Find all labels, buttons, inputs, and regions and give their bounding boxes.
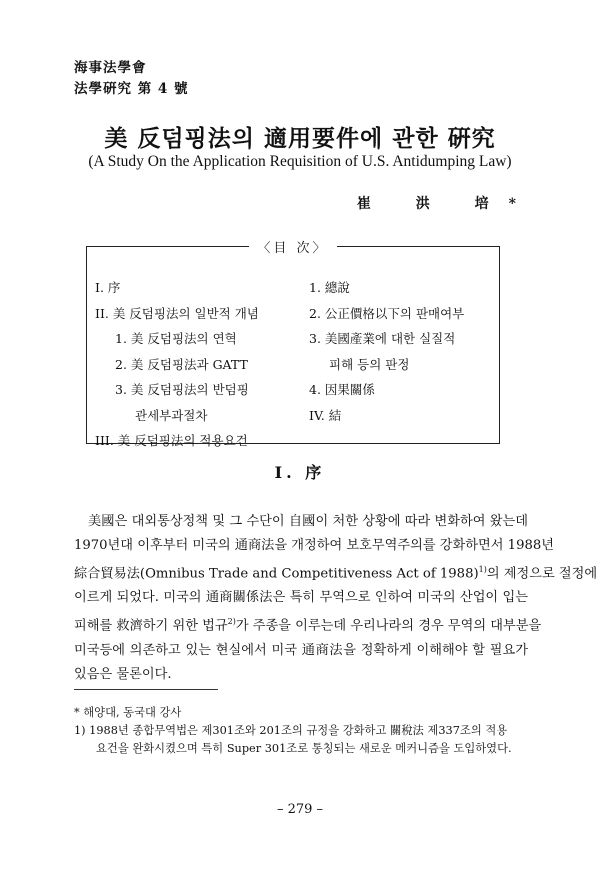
table-of-contents — [86, 241, 500, 448]
body-line: 미국등에 의존하고 있는 현실에서 미국 通商法을 정확하게 이해해야 할 필요가 — [74, 642, 528, 658]
body-line: 美國은 대외통상정책 및 그 수단이 自國이 처한 상황에 따라 변화하여 왔는데 — [88, 514, 528, 529]
toc-item: III. 美 反덤핑法의 적용요건 — [95, 433, 248, 448]
toc-item: 관세부과절차 — [135, 407, 208, 423]
toc-item: I. 序 — [95, 280, 121, 295]
journal-issue: 法學硏究 第 4 號 — [74, 81, 189, 97]
toc-left-column — [95, 275, 259, 454]
toc-item: 2. 美 反덤핑法과 GATT — [115, 356, 248, 372]
toc-item: 3. 美 反덤핑法의 반덤핑 — [115, 382, 249, 397]
section-heading: I. 序 — [274, 463, 326, 482]
footnote-divider — [74, 689, 218, 690]
title-english: (A Study On the Application Requisition of U.S. Antidumping Law) — [88, 153, 512, 170]
toc-item: 2. 公正價格以下의 판매여부 — [309, 305, 465, 321]
journal-name: 海事法學會 — [74, 60, 147, 76]
toc-heading: 〈目 次〉 — [249, 241, 336, 256]
body-line: 있음은 물론이다. — [74, 666, 172, 682]
footnotes — [74, 704, 530, 758]
toc-item: 피해 등의 판정 — [329, 356, 410, 372]
body-line: 이르게 되었다. 미국의 通商關係法은 특히 무역으로 인하여 미국의 산업이 입는 — [74, 590, 528, 606]
footnote: 1) 1988년 종합무역법은 제301조와 201조의 규정을 강화하고 關稅法 제337조의 적용 — [74, 724, 508, 737]
footnote: 요건을 완화시켰으며 특히 Super 301조로 통칭되는 새로운 메커니즘을 도입하였다. — [96, 742, 512, 755]
toc-item: 1. 總說 — [309, 280, 350, 295]
toc-item: IV. 結 — [309, 407, 342, 423]
body-line: 피해를 救濟하기 위한 법규$^{2)}$가 주종을 이루는데 우리나라의 경우 무역의 대부분을 — [74, 617, 542, 634]
toc-item: 3. 美國產業에 대한 실질적 — [309, 331, 456, 346]
body-line: 1970년대 이후부터 미국의 通商法을 개정하여 보호무역주의를 강화하면서 1988년 — [74, 538, 554, 553]
toc-item: 4. 因果關係 — [309, 382, 375, 397]
toc-item: 1. 美 反덤핑法의 연혁 — [115, 331, 237, 346]
body-paragraph — [74, 510, 598, 687]
page-number: – 279 – — [276, 802, 324, 817]
toc-right-column — [309, 275, 464, 428]
toc-item: II. 美 反덤핑法의 일반적 개념 — [95, 305, 259, 321]
body-line: 綜合貿易法(Omnibus Trade and Competitiveness Act of 1988)$^{1)}$의 제정으로 절정에 — [74, 565, 598, 582]
author: 崔 洪 培* — [356, 196, 536, 212]
footnote: * 해양대, 동국대 강사 — [74, 706, 182, 719]
toc-heading-wrap — [87, 237, 499, 256]
journal-header — [74, 58, 189, 100]
title-korean: 美 反덤핑法의 適用要件에 관한 硏究 — [104, 125, 496, 152]
